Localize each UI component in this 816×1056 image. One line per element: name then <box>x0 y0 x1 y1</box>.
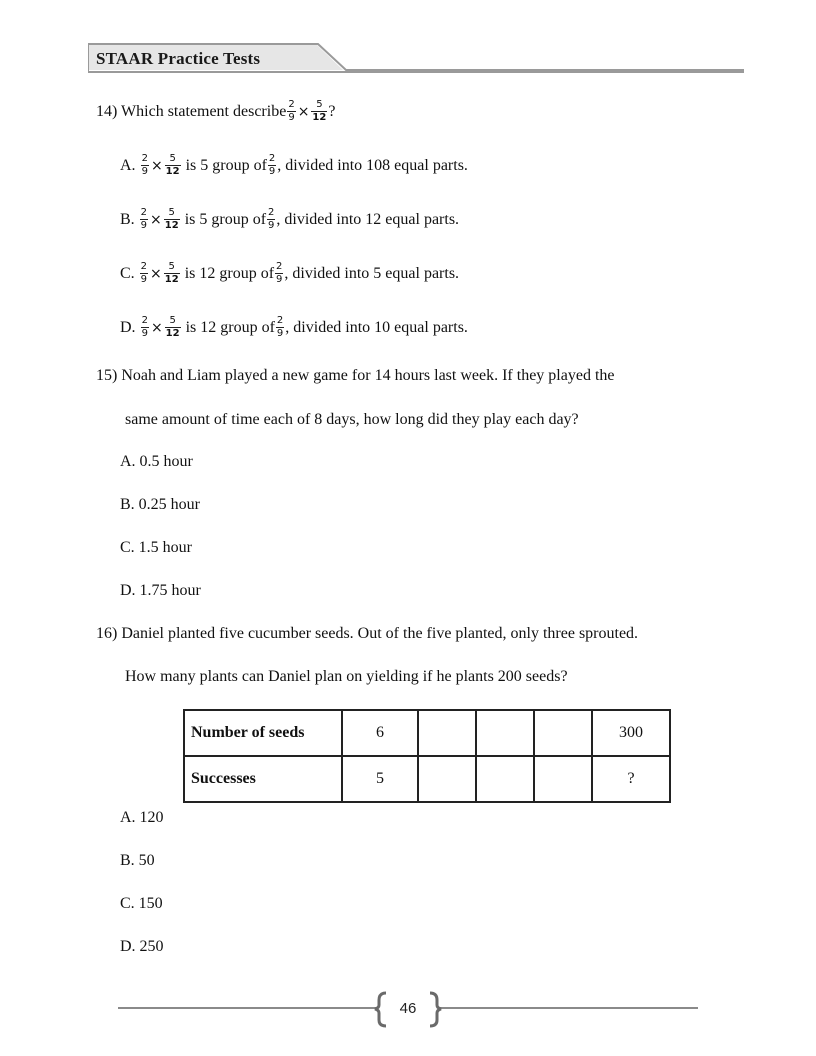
fraction: $\frac{2}{9}$ <box>268 207 275 231</box>
fraction: $\frac{5}{12}$ <box>164 207 179 231</box>
question-14-option-d[interactable]: D. $\frac{2}{9}$ × $\frac{5}{12}$ is 12 group of $\frac{2}{9}$ , divided into 10 equal parts. <box>120 315 468 339</box>
fraction: $\frac{2}{9}$ <box>276 315 284 339</box>
question-14-option-b[interactable]: B. $\frac{2}{9}$ × $\frac{5}{12}$ is 5 group of $\frac{2}{9}$ , divided into 12 equal parts. <box>120 207 460 231</box>
question-14-text: 14) Which statement describe <box>96 103 287 121</box>
question-16-line-2: How many plants can Daniel plan on yielding if he plants 200 seeds? <box>125 668 568 685</box>
page-header <box>88 42 744 74</box>
fraction: $\frac{5}{12}$ <box>165 315 180 339</box>
table-row <box>184 710 670 756</box>
times-sign: × <box>297 104 310 121</box>
table-cell <box>534 710 592 756</box>
fraction: $\frac{5}{12}$ <box>164 261 179 285</box>
fraction: $\frac{2}{9}$ <box>140 207 148 231</box>
fraction: $\frac{2}{9}$ <box>141 153 148 177</box>
question-15-option-d[interactable]: D. 1.75 hour <box>120 582 201 599</box>
fraction: $\frac{2}{9}$ <box>276 261 283 285</box>
table-cell <box>476 710 534 756</box>
question-16-line-1: 16) Daniel planted five cucumber seeds. Out of the five planted, only three sprouted. <box>96 625 639 642</box>
table-cell: 6 <box>342 710 418 756</box>
page-footer <box>118 990 698 1030</box>
question-15-option-b[interactable]: B. 0.25 hour <box>120 496 200 513</box>
question-14-option-a[interactable]: A. $\frac{2}{9}$ × $\frac{5}{12}$ is 5 group of $\frac{2}{9}$ , divided into 108 equal parts. <box>120 153 468 177</box>
table-cell: ? <box>592 756 670 802</box>
table-row <box>184 756 670 802</box>
fraction: $\frac{2}{9}$ <box>141 315 148 339</box>
table-cell: 5 <box>342 756 418 802</box>
question-16-option-a[interactable]: A. 120 <box>120 809 164 826</box>
question-15-line-1: 15) Noah and Liam played a new game for 14 hours last week. If they played the <box>96 367 615 384</box>
header-title: STAAR Practice Tests <box>96 49 261 68</box>
table-cell <box>534 756 592 802</box>
row-header: Number of seeds <box>184 710 342 756</box>
page-number: 46 <box>399 1000 417 1017</box>
fraction: $\frac{2}{9}$ <box>140 261 148 285</box>
question-14-option-c[interactable]: C. $\frac{2}{9}$ × $\frac{5}{12}$ is 12 group of $\frac{2}{9}$ , divided into 5 equal parts. <box>120 261 460 285</box>
table-cell: 300 <box>592 710 670 756</box>
seeds-ratio-table <box>183 709 671 803</box>
table-cell <box>418 710 476 756</box>
fraction: $\frac{5}{12}$ <box>312 99 327 123</box>
table-cell <box>418 756 476 802</box>
question-16-option-c[interactable]: C. 150 <box>120 895 163 912</box>
question-16-option-b[interactable]: B. 50 <box>120 852 155 869</box>
fraction: $\frac{2}{9}$ <box>288 99 295 123</box>
question-14: 14) Which statement describe $\frac{2}{9}$ × $\frac{5}{12}$ ? <box>96 99 336 123</box>
table-cell <box>476 756 534 802</box>
row-header: Successes <box>184 756 342 802</box>
question-16-option-d[interactable]: D. 250 <box>120 938 164 955</box>
question-15-line-2: same amount of time each of 8 days, how long did they play each day? <box>125 411 579 428</box>
question-15-option-c[interactable]: C. 1.5 hour <box>120 539 192 556</box>
fraction: $\frac{5}{12}$ <box>165 153 180 177</box>
question-15-option-a[interactable]: A. 0.5 hour <box>120 453 193 470</box>
fraction: $\frac{2}{9}$ <box>268 153 276 177</box>
